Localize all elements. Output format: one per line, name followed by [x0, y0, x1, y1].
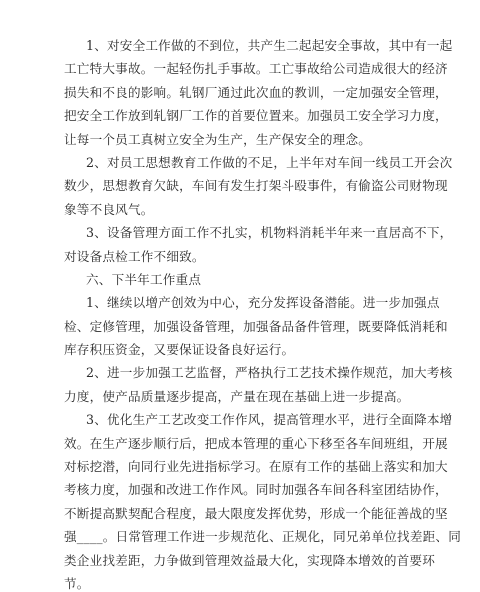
text-line-22: 强____。日常管理工作进一步规范化、正规化，同兄弟单位找差距、同 [64, 529, 462, 544]
text-line-21: 不断提高默契配合程度，最大限度发挥优势，形成一个能征善战的坚 [64, 506, 448, 521]
text-line-17: 3、优化生产工艺改变工作作风，提高管理水平，进行全面降本增 [86, 412, 453, 427]
text-line-18: 效。在生产逐步顺行后，把成本管理的重心下移至各车间班组，开展 [64, 436, 448, 451]
text-line-12: 1、继续以增产创效为中心，充分发挥设备潜能。进一步加强点 [86, 295, 440, 310]
text-line-1: 1、对安全工作做的不到位，共产生二起起安全事故，其中有一起 [86, 38, 453, 53]
text-line-5: 让每一个员工真树立安全为生产，生产保安全的理念。 [64, 132, 372, 147]
text-line-7: 数少，思想教育欠缺，车间有发生打架斗殴事件，有偷盗公司财物现 [64, 178, 448, 193]
text-line-6: 2、对员工思想教育工作做的不足，上半年对车间一线员工开会次 [86, 155, 453, 170]
text-line-23: 类企业找差距，力争做到管理效益最大化，实现降本增效的首要环 [64, 553, 436, 568]
text-line-10: 对设备点检工作不细致。 [64, 249, 205, 264]
text-line-2: 工亡特大事故。一起轻伤扎手事故。工亡事故给公司造成很大的经济 [64, 61, 448, 76]
text-line-9: 3、设备管理方面工作不扎实，机物料消耗半年来一直居高不下， [86, 225, 453, 240]
text-line-16: 力度，使产品质量逐步提高，产量在现在基础上进一步提高。 [64, 389, 410, 404]
text-line-20: 考核力度，加强和改进工作作风。同时加强各车间各科室团结协作， [64, 482, 448, 497]
text-line-13: 检、定修管理，加强设备管理，加强备品备件管理，既要降低消耗和 [64, 319, 448, 334]
text-line-19: 对标挖潜，向同行业先进指标学习。在原有工作的基础上落实和加大 [64, 459, 448, 474]
section-heading: 六、下半年工作重点 [86, 272, 202, 287]
text-line-3: 损失和不良的影响。轧钢厂通过此次血的教训，一定加强安全管理， [64, 85, 448, 100]
text-line-14: 库存积压资金，又要保证设备良好运行。 [64, 342, 295, 357]
text-line-24: 节。 [64, 576, 90, 591]
text-line-8: 象等不良风气。 [64, 202, 154, 217]
text-line-15: 2、进一步加强工艺监督，严格执行工艺技术操作规范，加大考核 [86, 365, 453, 380]
text-line-4: 把安全工作放到轧钢厂工作的首要位置来。加强员工安全学习力度， [64, 108, 448, 123]
